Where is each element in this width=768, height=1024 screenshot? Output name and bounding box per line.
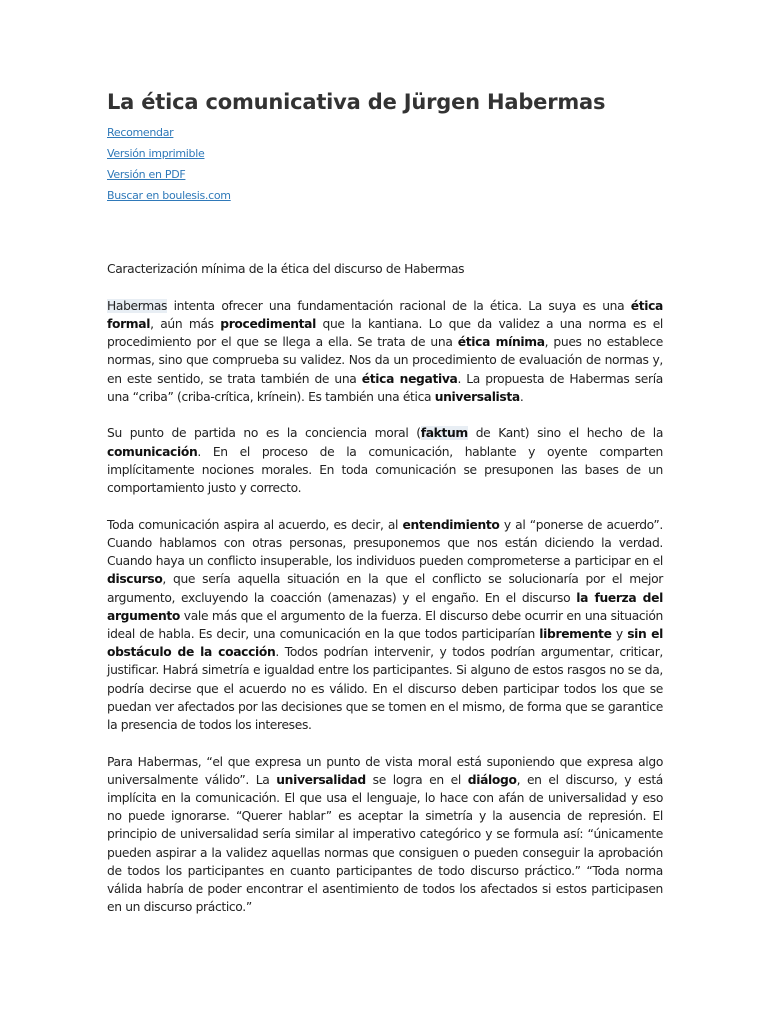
text: Toda comunicación aspira al acuerdo, es decir, al <box>107 517 403 532</box>
term-etica-formal: ética formal <box>107 298 663 331</box>
list-item <box>107 123 231 144</box>
page-title: La ética comunicativa de Jürgen Habermas <box>107 90 606 114</box>
text: . Todos podrían intervenir, y todos podrían argumentar, criticar, justificar. Habrá simetría e igualdad entre los participantes. Si alguno de estos rasgos no se da, podría decirse que el acuerdo no es válido. En el discurso deben participar todos los que se puedan ver afectados por las decisiones que se tomen en el mismo, de forma que se garantice la presencia de todos los intereses. <box>107 645 663 732</box>
list-item <box>107 144 231 165</box>
term-faktum: faktum <box>420 426 468 441</box>
section-subtitle: Caracterización mínima de la ética del discurso de Habermas <box>107 262 465 276</box>
text: intenta ofrecer una fundamentación racional de la ética. La suya es una <box>167 298 631 313</box>
text: , aún más <box>150 316 221 331</box>
text: Para Habermas, “el que expresa un punto de vista moral está suponiendo que expresa algo universalmente válido”. La <box>107 754 663 787</box>
text: vale más que el argumento de la fuerza. El discurso debe ocurrir en una situación ideal de habla. Es decir, una comunicación en la que todos participarían <box>107 608 663 641</box>
text: . <box>519 389 524 404</box>
article-links <box>107 123 231 207</box>
text: Su punto de partida no es la conciencia moral ( <box>107 426 421 441</box>
list-item <box>107 165 231 186</box>
term-entendimiento: entendimiento <box>402 517 500 532</box>
recommend-link[interactable]: Recomendar <box>107 126 174 139</box>
text: que la kantiana. Lo que da validez a una norma es el procedimiento por el que se llega a ella. Se trata de una <box>107 316 663 350</box>
search-boulesis-link[interactable]: Buscar en boulesis.com <box>107 189 231 202</box>
text: y al “ponerse de acuerdo”. Cuando hablamos con otras personas, presuponemos que nos están diciendo la verdad. Cuando haya un conflicto insuperable, los individuos pueden comprometerse a participar en el <box>107 517 663 569</box>
term-dialogo: diálogo <box>467 772 517 787</box>
text: , pues no establece normas, sino que comprueba su validez. Nos da un procedimiento de evaluación de normas y, en este sentido, se trata también de una <box>107 335 663 386</box>
text: se logra en el <box>365 772 468 787</box>
text: y <box>611 626 628 641</box>
article-body <box>107 260 663 935</box>
paragraph-3 <box>107 516 663 734</box>
term-universalista: universalista <box>434 389 520 404</box>
term-comunicacion: comunicación <box>107 444 198 459</box>
term-libremente: libremente <box>539 626 612 641</box>
term-procedimental: procedimental <box>220 316 316 331</box>
text: . La propuesta de Habermas sería una “criba” (criba-crítica, krínein). Es también una ética <box>107 371 663 404</box>
text: de Kant) sino el hecho de la <box>467 426 664 441</box>
paragraph-2 <box>107 424 663 497</box>
pdf-version-link[interactable]: Versión en PDF <box>107 168 186 181</box>
text: , en el discurso, y está implícita en la comunicación. El que usa el lenguaje, lo hace con afán de universalidad y eso no puede ignorarse. “Querer hablar” es aceptar la simetría y la ausencia de represión. El principio de universalidad sería similar al imperativo categórico y se formula así: “únicamente pueden aspirar a la validez aquellas normas que consiguen o pueden conseguir la aprobación de todos los participantes en cuanto participantes de todo discurso práctico.” “Toda norma válida habría de poder encontrar el asentimiento de todos los afectados si estos participasen en un discurso práctico.” <box>107 772 663 915</box>
term-discurso: discurso <box>107 572 163 587</box>
term-fuerza-argumento: la fuerza del argumento <box>107 590 663 623</box>
text: , que sería aquella situación en la que el conflicto se solucionaría por el mejor argumento, excluyendo la coacción (amenazas) y el engaño. En el discurso <box>107 572 663 605</box>
term-universalidad: universalidad <box>276 772 366 787</box>
printable-version-link[interactable]: Versión imprimible <box>107 147 205 160</box>
habermas-term: Habermas <box>107 298 168 313</box>
term-etica-negativa: ética negativa <box>361 371 458 386</box>
list-item <box>107 186 231 207</box>
paragraph-1 <box>107 297 663 406</box>
paragraph-4 <box>107 753 663 917</box>
text: . En el proceso de la comunicación, hablante y oyente comparten implícitamente nociones morales. En toda comunicación se presuponen las bases de un comportamiento justo y correcto. <box>107 444 663 496</box>
term-sin-coaccion: sin el obstáculo de la coacción <box>107 626 663 660</box>
term-etica-minima: ética mínima <box>457 335 545 350</box>
